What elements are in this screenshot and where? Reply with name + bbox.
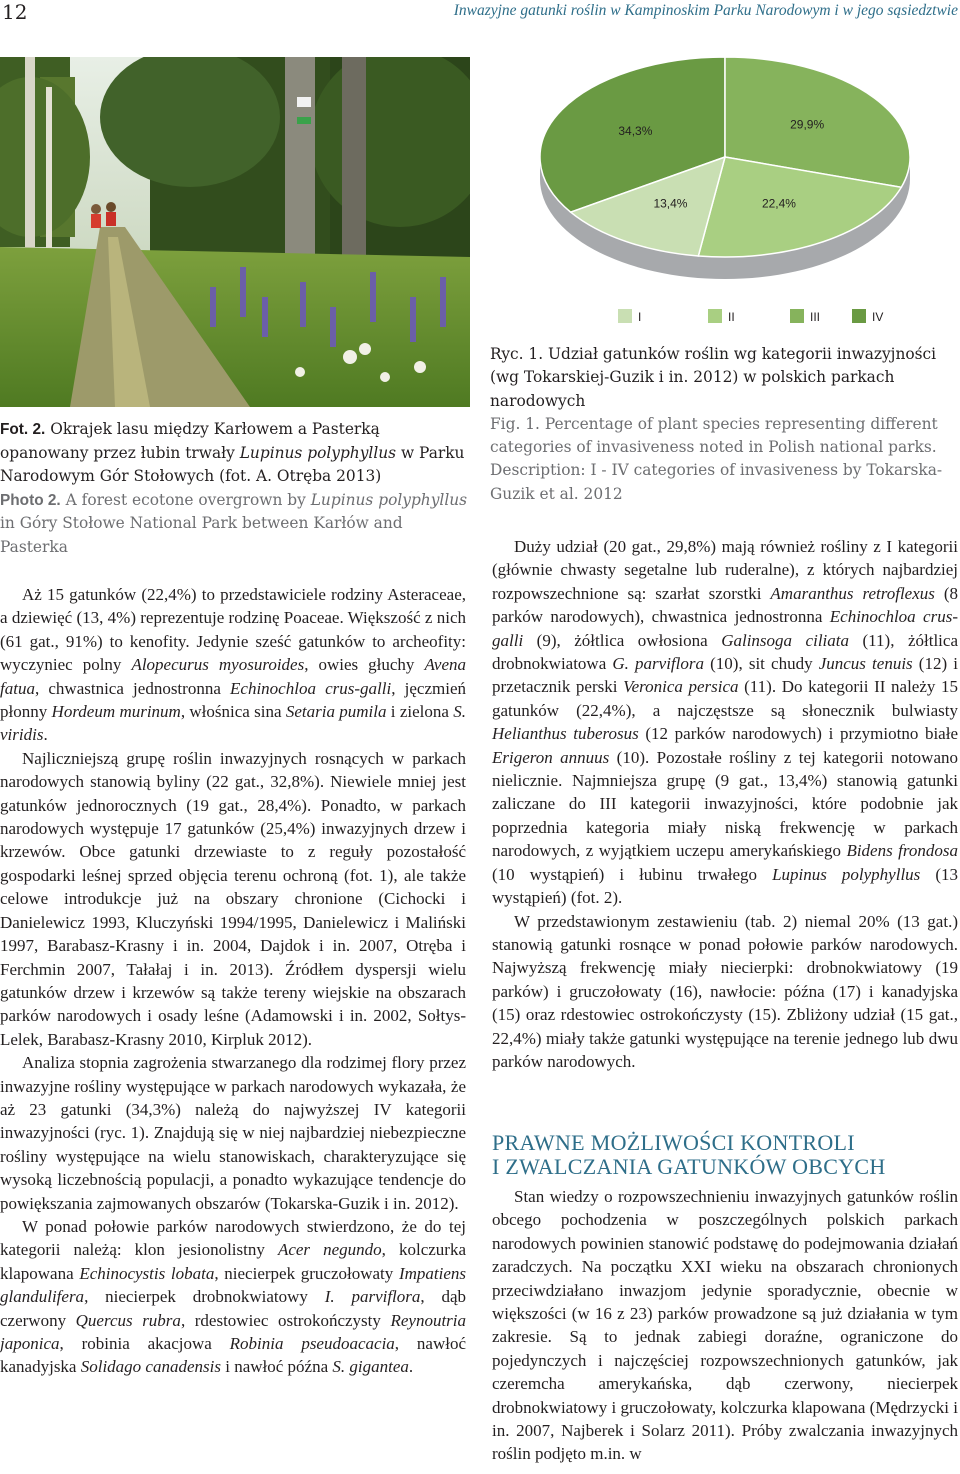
legend-swatch-III (790, 309, 804, 323)
chart-caption-en-description: Description: I - IV categories of invasiveness by Tokarska-Guzik et al. 2012 (490, 461, 943, 503)
legend-swatch-I (618, 309, 632, 323)
right-column (492, 535, 958, 1073)
chart-caption (490, 343, 960, 506)
legend-swatch-II (708, 309, 722, 323)
running-header: Inwazyjne gatunki roślin w Kampinoskim Parku Narodowym i w jego sąsiedztwie (453, 2, 958, 19)
forest-path-photo-icon (0, 57, 470, 407)
pie-label-II: 22,4% (761, 196, 796, 211)
legend-label-IV: IV (872, 310, 884, 324)
right-column-continued (492, 1185, 958, 1466)
pie-label-III: 29,9% (790, 117, 825, 132)
page-number: 12 (2, 0, 28, 24)
legend-label-I: I (638, 310, 642, 324)
paragraph: Stan wiedzy o rozpowszechnieniu inwazyjnych gatunków roślin obcego pochodzenia w poszczególnych polskich parkach narodowych powinien stanowić podstawę do podejmowania działań zaradczych. Na początku XXI wieku na obszarach chronionych przeciwdziałano inwazjom jedynie sporadycznie, obecnie w większości (w 16 z 23) parków prowadzone są już działania w tym zakresie. Są to jednak zabiegi doraźne, ograniczone do pojedynczych i najczęściej rozpowszechnionych gatunków, jak czeremcha amerykańska, dąb czerwony, niecierpek drobnokwiatowy i gruczołowaty, kolczurka klapowana (Mędrzycki i in. 2007, Najberek i Solarz 2011). Próby zwalczania inwazyjnych roślin podjęto m.in. w (492, 1187, 958, 1464)
legend-label-III: III (810, 310, 821, 324)
photo (0, 57, 470, 407)
left-column (0, 583, 466, 1379)
chart-caption-pl: Ryc. 1. Udział gatunków roślin wg kategorii inwazyjności (wg Tokarskiej-Guzik i in. 2012) w polskich parkach narodowych (490, 345, 937, 410)
photo-caption (0, 418, 468, 559)
photo-caption-pl: Fot. 2. Okrajek lasu między Karłowem a Pasterką opanowany przez łubin trwały Lupinus polyphyllus w Parku Narodowym Gór Stołowych (fot. A. Otręba 2013) (0, 420, 465, 485)
paragraph: Najliczniejszą grupę roślin inwazyjnych rosnących w parkach narodowych stanowią byliny (22 gat., 32,8%). Niewiele mniej jest gatunków jednorocznych (19 gat., 28,4%). Ponadto, w parkach narodowych występuje 17 gatunków (25,4%) inwazyjnych drzew i krzewów. Obce gatunki drzewiaste to z reguły pozostałość gospodarki leśnej sprzed objęcia terenu ochroną (fot. 1), ale także celowe introdukcje już na obszary chronione (Cichocki i Danielewicz 1993, Kluczyński 1994/1995, Danielewicz i Maliński 1997, Barabasz-Krasny i in. 2004, Dajdok i in. 2007, Otręba i Ferchmin 2007, Tałałaj i in. 2013). Źródłem dyspersji wielu gatunków drzew i krzewów są także tereny wiejskie na obszarach parków narodowych i osady leśne (Adamowski i in. 2002, Sołtys-Lelek, Barabasz-Krasny 2010, Kirpluk 2012). (0, 748, 466, 1049)
pie-label-IV: 34,3% (618, 123, 653, 138)
paragraph: Analiza stopnia zagrożenia stwarzanego dla rodzimej flory przez inwazyjne rośliny występujące w parkach narodowych wykazała, że aż 23 gatunki (34,3%) należą do najwyższej IV kategorii inwazyjności (ryc. 1). Znajdują się w niej najbardziej niebezpieczne rośliny występujące na wielu stanowiskach, charakteryzujące się wysoką liczebnością populacji, a ponadto wykazujące tendencje do powiększania zajmowanych obszarów (Tokarska-Guzik i in. 2012). (0, 1053, 466, 1213)
paragraph: Duży udział (20 gat., 29,8%) mają również rośliny z I kategorii (głównie chwasty segetalne lub ruderalne), z których najbardziej rozpowszechnione są: szarłat szorstki Amaranthus retroflexus (8 parków narodowych), chwastnica jednostronna Echinochloa crus-galli (9), żółtlica owłosiona Galinsoga ciliata (11), żółtlica drobnokwiatowa G. parviflora (10), sit chudy Juncus tenuis (12) i przetacznik perski Veronica persica (11). Do kategorii II należy 15 gatunków (22,4%), a najczęstsze są słonecznik bulwiasty Helianthus tuberosus (12 parków narodowych) i przymiotno białe Erigeron annuus (10). Pozostałe rośliny z tej kategorii notowano nielicznie. Najmniejsza grupę (9 gat., 13,4%) stanowią gatunki zaliczane do III kategorii inwazyjności, które podobnie jak poprzednia kategoria miały niską frekwencję w parkach narodowych, z wyjątkiem uczepu amerykańskiego Bidens frondosa (10 wystąpień) i łubinu trwałego Lupinus polyphyllus (13 wystąpień) (fot. 2). (492, 537, 958, 908)
paragraph: W przedstawionym zestawieniu (tab. 2) niemal 20% (13 gat.) stanowią gatunki rosnące w ponad połowie parków narodowych. Najwyższą frekwencję miały niecierpki: drobnokwiatowy (19 parków) i gruczołowaty (16), nawłocie: późna (17) i kanadyjska (15) oraz rdestowiec ostrokończysty (15). Zbliżony udział (15 gat., 22,4%) miały także gatunki występujące na terenie jednego lub dwu parków narodowych. (492, 911, 958, 1071)
paragraph: Aż 15 gatunków (22,4%) to przedstawiciele rodziny Asteraceae, a dziewięć (13, 4%) reprezentuje rodzinę Poaceae. Większość z nich (61 gat., 91%) to kenofity. Jedynie sześć gatunków to archeofity: wyczyniec polny Alopecurus myosuroides, owies głuchy Avena fatua, chwastnica jednostronna Echinochloa crus-galli, jęczmień płonny Hordeum murinum, włośnica sina Setaria pumila i zielona S. viridis. (0, 585, 467, 745)
legend-label-II: II (728, 310, 735, 324)
section-heading (492, 1131, 958, 1179)
pie-chart (490, 57, 960, 347)
photo-caption-en: Photo 2. A forest ecotone overgrown by Lupinus polyphyllus in Góry Stołowe National Park between Karłów and Pasterka (0, 490, 468, 556)
chart-caption-en: Fig. 1. Percentage of plant species representing different categories of invasiveness noted in Polish national parks. (490, 414, 938, 457)
legend-swatch-IV (852, 309, 866, 323)
pie-label-I: 13,4% (653, 196, 688, 211)
section-heading-line-2: I ZWALCZANIA GATUNKÓW OBCYCH (492, 1154, 886, 1179)
paragraph: W ponad połowie parków narodowych stwierdzono, że do tej kategorii należą: klon jesionolistny Acer negundo, kolczurka klapowana Echinocystis lobata, niecierpek gruczołowaty Impatiens glandulifera, niecierpek drobnokwiatowy I. parviflora, dąb czerwony Quercus rubra, rdestowiec ostrokończysty Reynoutria japonica, robinia akacjowa Robinia pseudoacacia, nawłoć kanadyjska Solidago canadensis i nawłoć późna S. gigantea. (0, 1216, 467, 1377)
pie-chart-svg (490, 57, 960, 347)
section-heading-line-1: PRAWNE MOŻLIWOŚCI KONTROLI (492, 1130, 855, 1155)
